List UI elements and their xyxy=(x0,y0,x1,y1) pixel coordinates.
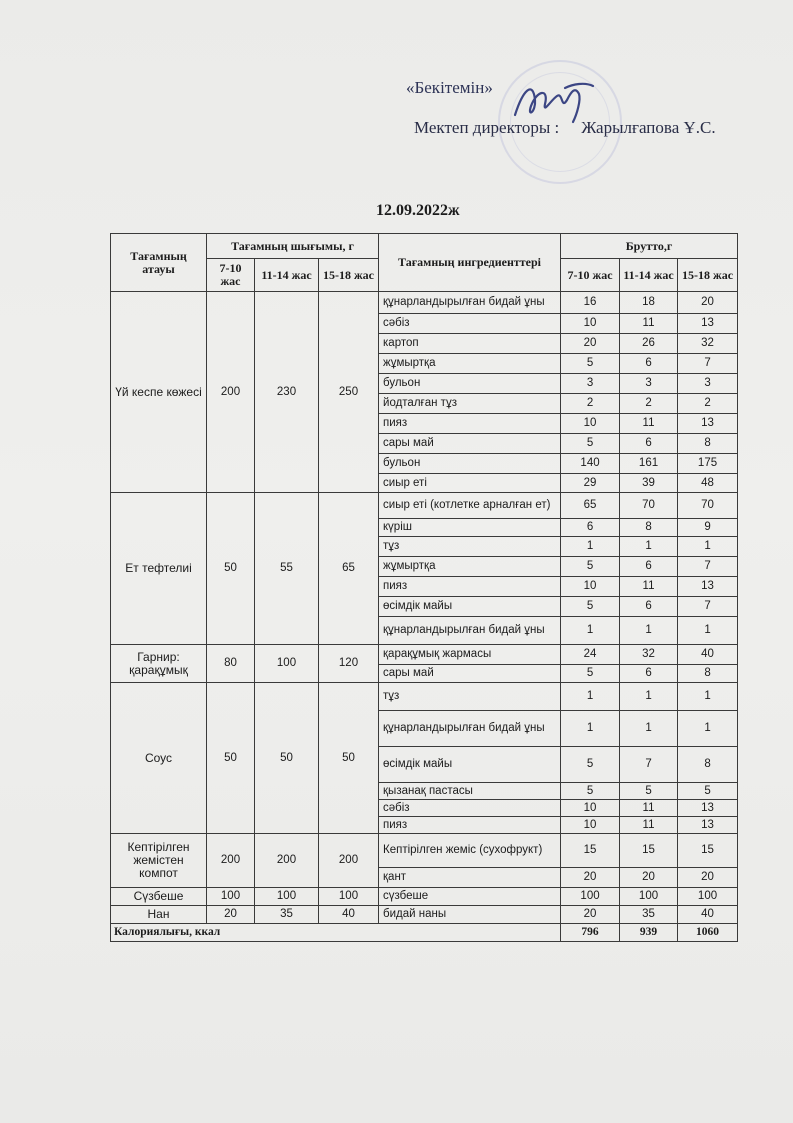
ingredient-name: картоп xyxy=(379,334,561,354)
brutto-value: 1 xyxy=(561,617,620,645)
calorie-value: 1060 xyxy=(678,924,738,942)
header-age: 15-18 жас xyxy=(319,259,379,292)
brutto-value: 100 xyxy=(678,888,738,906)
ingredient-name: өсімдік майы xyxy=(379,597,561,617)
brutto-value: 10 xyxy=(561,577,620,597)
brutto-value: 5 xyxy=(561,747,620,783)
dish-name: Сүзбеше xyxy=(111,888,207,906)
brutto-value: 13 xyxy=(678,414,738,434)
ingredient-name: қызанақ пастасы xyxy=(379,783,561,800)
ingredient-row xyxy=(111,292,738,314)
brutto-value: 15 xyxy=(620,834,678,868)
header-age: 15-18 жас xyxy=(678,259,738,292)
dish-yield: 200 xyxy=(255,834,319,888)
brutto-value: 13 xyxy=(678,314,738,334)
brutto-value: 5 xyxy=(561,597,620,617)
brutto-value: 24 xyxy=(561,645,620,665)
dish-name: Нан xyxy=(111,906,207,924)
brutto-value: 3 xyxy=(678,374,738,394)
dish-yield: 35 xyxy=(255,906,319,924)
dish-yield: 50 xyxy=(207,683,255,834)
header-brutto: Брутто,г xyxy=(561,234,738,259)
dish-yield: 230 xyxy=(255,292,319,493)
dish-yield: 20 xyxy=(207,906,255,924)
brutto-value: 2 xyxy=(561,394,620,414)
menu-date: 12.09.2022ж xyxy=(376,202,460,219)
ingredient-row xyxy=(111,834,738,868)
brutto-value: 5 xyxy=(620,783,678,800)
dish-name: Кептірілген жемістен компот xyxy=(111,834,207,888)
brutto-value: 175 xyxy=(678,454,738,474)
brutto-value: 8 xyxy=(678,747,738,783)
ingredient-name: пияз xyxy=(379,577,561,597)
brutto-value: 8 xyxy=(678,434,738,454)
brutto-value: 11 xyxy=(620,817,678,834)
ingredient-name: пияз xyxy=(379,414,561,434)
brutto-value: 10 xyxy=(561,314,620,334)
ingredient-name: жұмыртқа xyxy=(379,354,561,374)
ingredient-name: бидай наны xyxy=(379,906,561,924)
brutto-value: 11 xyxy=(620,314,678,334)
dish-yield: 50 xyxy=(319,683,379,834)
brutto-value: 40 xyxy=(678,906,738,924)
brutto-value: 1 xyxy=(620,537,678,557)
brutto-value: 3 xyxy=(561,374,620,394)
dish-yield: 65 xyxy=(319,493,379,645)
dish-name: Үй кеспе көжесі xyxy=(111,292,207,493)
brutto-value: 5 xyxy=(561,434,620,454)
director-line xyxy=(414,118,716,138)
brutto-value: 20 xyxy=(561,868,620,888)
brutto-value: 7 xyxy=(678,557,738,577)
dish-yield: 200 xyxy=(207,292,255,493)
brutto-value: 15 xyxy=(678,834,738,868)
brutto-value: 11 xyxy=(620,577,678,597)
ingredient-row xyxy=(111,683,738,711)
dish-yield: 100 xyxy=(207,888,255,906)
calorie-row xyxy=(111,924,738,942)
calorie-label: Калориялығы, ккал xyxy=(111,924,561,942)
brutto-value: 32 xyxy=(678,334,738,354)
brutto-value: 6 xyxy=(620,354,678,374)
calorie-value: 939 xyxy=(620,924,678,942)
brutto-value: 10 xyxy=(561,817,620,834)
brutto-value: 1 xyxy=(620,617,678,645)
ingredient-name: күріш xyxy=(379,519,561,537)
brutto-value: 32 xyxy=(620,645,678,665)
ingredient-name: сары май xyxy=(379,665,561,683)
dish-yield: 120 xyxy=(319,645,379,683)
ingredient-name: жұмыртқа xyxy=(379,557,561,577)
header-age: 7-10 жас xyxy=(561,259,620,292)
dish-yield: 80 xyxy=(207,645,255,683)
brutto-value: 11 xyxy=(620,414,678,434)
ingredient-name: сиыр еті (котлетке арналған ет) xyxy=(379,493,561,519)
brutto-value: 48 xyxy=(678,474,738,493)
ingredient-name: сәбіз xyxy=(379,314,561,334)
brutto-value: 1 xyxy=(561,537,620,557)
ingredient-name: бульон xyxy=(379,454,561,474)
dish-name: Ет тефтелиі xyxy=(111,493,207,645)
ingredient-name: құнарландырылған бидай ұны xyxy=(379,617,561,645)
ingredient-name: сары май xyxy=(379,434,561,454)
brutto-value: 100 xyxy=(561,888,620,906)
brutto-value: 20 xyxy=(678,868,738,888)
brutto-value: 26 xyxy=(620,334,678,354)
brutto-value: 20 xyxy=(561,334,620,354)
header-age: 11-14 жас xyxy=(255,259,319,292)
header-age: 7-10 жас xyxy=(207,259,255,292)
brutto-value: 6 xyxy=(620,434,678,454)
dish-yield: 250 xyxy=(319,292,379,493)
director-name: Жарылғапова Ұ.С. xyxy=(581,118,716,137)
brutto-value: 1 xyxy=(620,683,678,711)
brutto-value: 6 xyxy=(620,557,678,577)
calorie-value: 796 xyxy=(561,924,620,942)
brutto-value: 5 xyxy=(561,665,620,683)
brutto-value: 8 xyxy=(678,665,738,683)
ingredient-name: пияз xyxy=(379,817,561,834)
brutto-value: 39 xyxy=(620,474,678,493)
dish-yield: 100 xyxy=(319,888,379,906)
brutto-value: 6 xyxy=(561,519,620,537)
brutto-value: 13 xyxy=(678,800,738,817)
dish-name: Гарнир: қарақұмық xyxy=(111,645,207,683)
header-age: 11-14 жас xyxy=(620,259,678,292)
ingredient-name: бульон xyxy=(379,374,561,394)
brutto-value: 7 xyxy=(620,747,678,783)
brutto-value: 140 xyxy=(561,454,620,474)
brutto-value: 7 xyxy=(678,354,738,374)
ingredient-name: қарақұмық жармасы xyxy=(379,645,561,665)
ingredient-name: йодталған тұз xyxy=(379,394,561,414)
director-label: Мектеп директоры : xyxy=(414,118,560,137)
ingredient-name: тұз xyxy=(379,683,561,711)
ingredient-row xyxy=(111,645,738,665)
brutto-value: 7 xyxy=(678,597,738,617)
brutto-value: 20 xyxy=(561,906,620,924)
dish-yield: 200 xyxy=(207,834,255,888)
approval-label: «Бекітемін» xyxy=(406,78,493,97)
brutto-value: 11 xyxy=(620,800,678,817)
header-ingredients: Тағамның ингредиенттері xyxy=(379,234,561,292)
dish-name: Соус xyxy=(111,683,207,834)
brutto-value: 9 xyxy=(678,519,738,537)
ingredient-name: құнарландырылған бидай ұны xyxy=(379,711,561,747)
brutto-value: 65 xyxy=(561,493,620,519)
brutto-value: 5 xyxy=(561,354,620,374)
brutto-value: 6 xyxy=(620,665,678,683)
brutto-value: 1 xyxy=(678,683,738,711)
dish-yield: 100 xyxy=(255,888,319,906)
brutto-value: 1 xyxy=(678,537,738,557)
brutto-value: 6 xyxy=(620,597,678,617)
header-dish: Тағамның атауы xyxy=(111,234,207,292)
ingredient-row xyxy=(111,888,738,906)
brutto-value: 8 xyxy=(620,519,678,537)
ingredient-name: құнарландырылған бидай ұны xyxy=(379,292,561,314)
brutto-value: 1 xyxy=(561,683,620,711)
brutto-value: 5 xyxy=(561,783,620,800)
ingredient-name: тұз xyxy=(379,537,561,557)
ingredient-name: сәбіз xyxy=(379,800,561,817)
brutto-value: 5 xyxy=(678,783,738,800)
brutto-value: 40 xyxy=(678,645,738,665)
ingredient-name: қант xyxy=(379,868,561,888)
brutto-value: 3 xyxy=(620,374,678,394)
ingredient-name: сиыр еті xyxy=(379,474,561,493)
brutto-value: 10 xyxy=(561,414,620,434)
ingredient-row xyxy=(111,906,738,924)
brutto-value: 13 xyxy=(678,817,738,834)
ingredient-name: Кептірілген жеміс (сухофрукт) xyxy=(379,834,561,868)
brutto-value: 1 xyxy=(678,711,738,747)
dish-yield: 40 xyxy=(319,906,379,924)
dish-yield: 100 xyxy=(255,645,319,683)
dish-yield: 50 xyxy=(207,493,255,645)
brutto-value: 20 xyxy=(620,868,678,888)
brutto-value: 2 xyxy=(678,394,738,414)
brutto-value: 16 xyxy=(561,292,620,314)
ingredient-name: өсімдік майы xyxy=(379,747,561,783)
brutto-value: 1 xyxy=(620,711,678,747)
brutto-value: 1 xyxy=(678,617,738,645)
dish-yield: 55 xyxy=(255,493,319,645)
header-yield: Тағамның шығымы, г xyxy=(207,234,379,259)
dish-yield: 200 xyxy=(319,834,379,888)
dish-yield: 50 xyxy=(255,683,319,834)
brutto-value: 10 xyxy=(561,800,620,817)
ingredient-name: сүзбеше xyxy=(379,888,561,906)
brutto-value: 70 xyxy=(678,493,738,519)
brutto-value: 35 xyxy=(620,906,678,924)
brutto-value: 70 xyxy=(620,493,678,519)
menu-table-body xyxy=(111,292,738,924)
brutto-value: 5 xyxy=(561,557,620,577)
brutto-value: 29 xyxy=(561,474,620,493)
brutto-value: 100 xyxy=(620,888,678,906)
brutto-value: 2 xyxy=(620,394,678,414)
menu-table xyxy=(110,233,738,942)
ingredient-row xyxy=(111,493,738,519)
brutto-value: 18 xyxy=(620,292,678,314)
brutto-value: 15 xyxy=(561,834,620,868)
brutto-value: 161 xyxy=(620,454,678,474)
brutto-value: 1 xyxy=(561,711,620,747)
brutto-value: 20 xyxy=(678,292,738,314)
brutto-value: 13 xyxy=(678,577,738,597)
